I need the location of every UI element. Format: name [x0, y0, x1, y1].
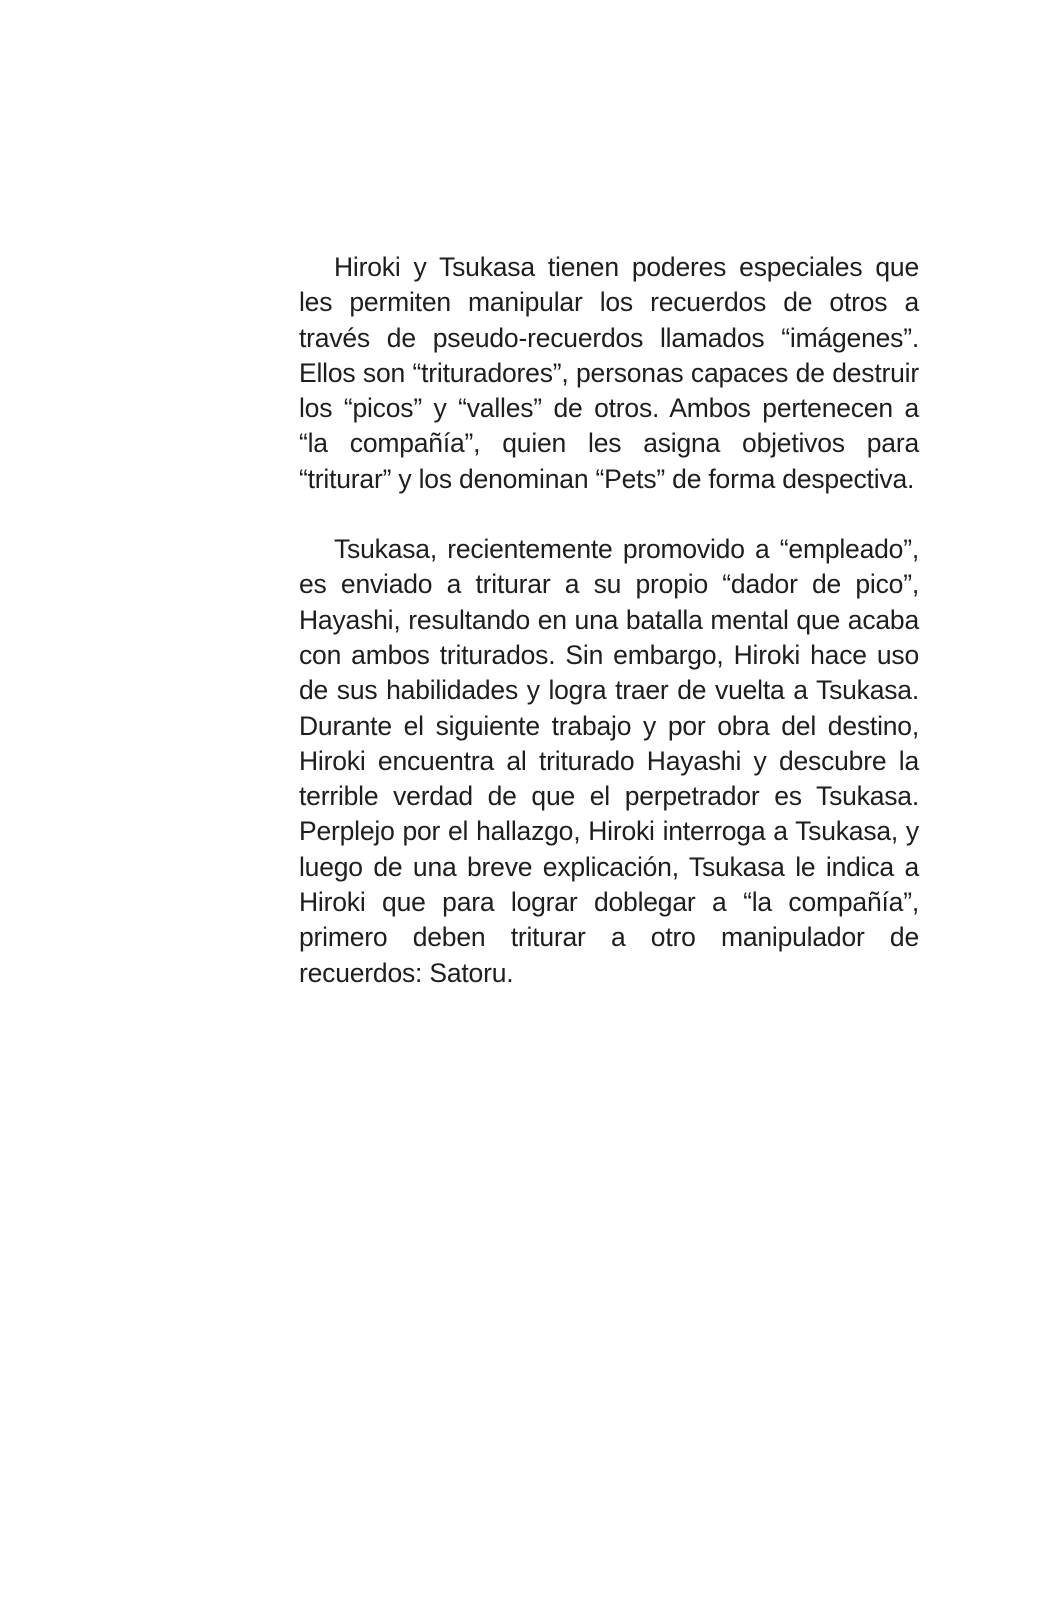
- synopsis-text: [299, 250, 919, 991]
- paragraph-2: Tsukasa, recientemente promovido a “empleado”, es enviado a triturar a su propio “dador de pico”, Hayashi, resultando en una batalla mental que acaba con ambos triturados. Sin embargo, Hiroki hace uso de sus habilidades y logra traer de vuelta a Tsukasa. Durante el siguiente trabajo y por obra del destino, Hiroki encuentra al triturado Hayashi y descubre la terrible verdad de que el perpetrador es Tsukasa. Perplejo por el hallazgo, Hiroki interroga a Tsukasa, y luego de una breve explicación, Tsukasa le indica a Hiroki que para lograr doblegar a “la compañía”, primero deben triturar a otro manipulador de recuerdos: Satoru.: [299, 534, 919, 988]
- paragraph-1: Hiroki y Tsukasa tienen poderes especiales que les permiten manipular los recuerdos de otros a través de pseudo-recuerdos llamados “imágenes”. Ellos son “trituradores”, personas capaces de destruir los “picos” y “valles” de otros. Ambos pertenecen a “la compañía”, quien les asigna objetivos para “triturar” y los denominan “Pets” de forma despectiva.: [299, 252, 919, 494]
